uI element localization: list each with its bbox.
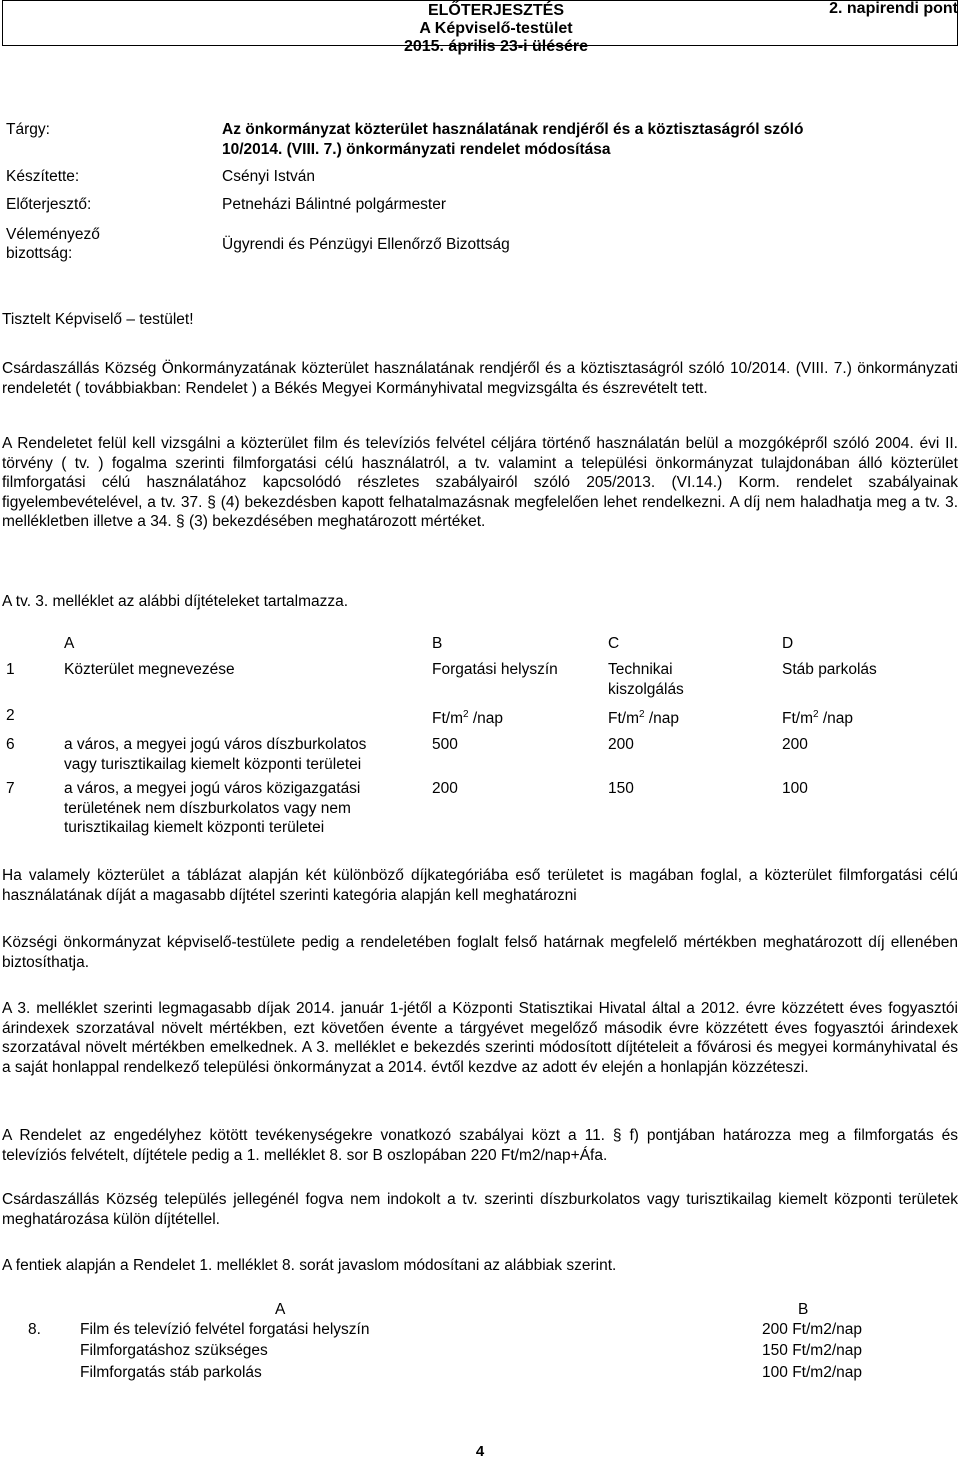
row-2-c-unit: [608, 709, 679, 729]
paragraph-5: Községi önkormányzat képviselő-testülete pedig a rendeletében foglalt felső határnak megfelelő mértékben meghatározott díj ellenében biztosíthatja.: [2, 934, 958, 971]
title-line-3: 2015. április 23-i ülésére: [403, 38, 589, 55]
subject-line-1: Az önkormányzat közterület használatának rendjéről és a köztisztaságról szóló: [222, 121, 804, 138]
unit-prefix: Ft/m: [608, 710, 639, 727]
unit-suffix: /nap: [468, 710, 504, 727]
presenter-name: Petneházi Bálintné polgármester: [222, 196, 447, 213]
row-6-a-line-1: a város, a megyei jogú város díszburkolatos: [64, 736, 367, 753]
col-a-header: A: [275, 1301, 286, 1318]
unit-exponent: 2: [639, 708, 645, 720]
page-number: 4: [475, 1443, 485, 1460]
row-1-d: Stáb parkolás: [782, 661, 877, 678]
row-6-b: 500: [432, 736, 458, 753]
title-line-1: ELŐTERJESZTÉS: [427, 2, 565, 19]
row-6-c: 200: [608, 736, 634, 753]
greeting: Tisztelt Képviselő – testület!: [2, 311, 194, 328]
paragraph-2: A Rendeletet felül kell vizsgálni a közterület film és televíziós felvétel céljára történő használatán belül a mozgóképről szóló 2004. évi II. törvény ( tv. ) fogalma szerinti filmforgatási célú használatról, a tv. valamint a települési önkormányzat tulajdonában álló közterület filmforgatási célú használatához kapcsolódó részletes szabályairól szóló 205/2013. (VI.14.) Korm. rendelet szabályainak figyelembevételével, a tv. 37. § (4) bekezdésben kapott felhatalmazásnak megfelelően lehet rendelkezni. A díj nem haladhatja meg a tv. 3. mellékletben illetve a 34. § (3) bekezdésében meghatározott mértéket.: [2, 435, 958, 530]
unit-exponent: 2: [813, 708, 819, 720]
row-7-d: 100: [782, 780, 808, 797]
row-1-c: [608, 660, 684, 699]
title-line-2: A Képviselő-testület: [419, 20, 573, 37]
row-6-a: [64, 735, 366, 774]
paragraph-8: Csárdaszállás Község település jellegénél fogva nem indokolt a tv. szerinti díszburkolatos vagy turisztikailag kiemelt központi területek meghatározása külön díjtétellel.: [2, 1191, 958, 1228]
row-3-a: Filmforgatás stáb parkolás: [80, 1364, 262, 1381]
row-7-c: 150: [608, 780, 634, 797]
paragraph-3: A tv. 3. melléklet az alábbi díjtételeket tartalmazza.: [2, 593, 349, 610]
committee-label-line-2: bizottság:: [6, 245, 73, 262]
row-1-b: Forgatási helyszín: [432, 661, 558, 678]
row-7-a: [64, 779, 360, 838]
unit-suffix: /nap: [818, 710, 854, 727]
row-7-a-line-2: területének nem díszburkolatos vagy nem: [64, 799, 351, 817]
row-7-b: 200: [432, 780, 458, 797]
unit-prefix: Ft/m: [432, 710, 463, 727]
row-3-b: 100 Ft/m2/nap: [762, 1364, 862, 1381]
row-number: 8.: [28, 1321, 41, 1338]
row-6-a-line-2: vagy turisztikailag kiemelt központi területei: [64, 755, 362, 773]
agenda-item: 2. napirendi pont: [829, 0, 958, 17]
col-c-header: C: [608, 635, 620, 652]
row-7-number: 7: [6, 780, 15, 797]
col-d-header: D: [782, 635, 794, 652]
row-1-number: 1: [6, 661, 15, 678]
col-a-header: A: [64, 635, 75, 652]
presenter-label: Előterjesztő:: [6, 196, 92, 213]
paragraph-6: A 3. melléklet szerinti legmagasabb díjak 2014. január 1-jétől a Központi Statisztikai Hivatal által a 2012. évre közzétett éves fogyasztói árindexek szorzatával növelt mértékben, ezt követően évente a tárgyévet megelőző második évre közzétett éves fogyasztói árindexek szorzatával növelt mértékben emelkednek. A 3. melléklet e bekezdés szerinti módosított díjtételeit a fővárosi és megyei kormányhivatal és a saját honlappal rendelkező települési önkormányzat a 2014. évtől kezdve az adott év elején a honlapján közzéteszi.: [2, 1000, 958, 1076]
committee-label: [6, 225, 100, 263]
paragraph-1: Csárdaszállás Község Önkormányzatának közterület használatának rendjéről és a köztisztaságról szóló 10/2014. (VIII. 7.) önkormányzati rendeletét ( továbbiakban: Rendelet ) a Békés Megyei Kormányhivatal megvizsgálta és észrevételt tett.: [2, 360, 958, 397]
row-6-number: 6: [6, 736, 15, 753]
committee-name: Ügyrendi és Pénzügyi Ellenőrző Bizottság: [222, 236, 510, 253]
row-1-c-line-1: Technikai: [608, 661, 673, 678]
col-b-header: B: [798, 1301, 809, 1318]
row-2-number: 2: [6, 707, 15, 724]
paragraph-9: A fentiek alapján a Rendelet 1. melléklet 8. sorát javaslom módosítani az alábbiak szerint.: [2, 1257, 617, 1274]
paragraph-7: A Rendelet az engedélyhez kötött tevékenységekre vonatkozó szabályai közt a 11. § f) pontjában határozza meg a filmforgatás és televíziós felvételt, díjtétele pedig a 1. melléklet 8. sor B oszlopában 220 Ft/m2/nap+Áfa.: [2, 1127, 958, 1164]
row-1-a: Film és televízió felvétel forgatási helyszín: [80, 1321, 370, 1338]
row-1-b: 200 Ft/m2/nap: [762, 1321, 862, 1338]
row-2-a: Filmforgatáshoz szükséges: [80, 1342, 268, 1359]
col-b-header: B: [432, 635, 443, 652]
row-6-d: 200: [782, 736, 808, 753]
document-title: [376, 2, 616, 56]
row-7-a-line-3: turisztikailag kiemelt központi területei: [64, 819, 325, 836]
row-2-b-unit: [432, 709, 503, 729]
unit-suffix: /nap: [644, 710, 680, 727]
subject-line-2: 10/2014. (VIII. 7.) önkormányzati rendelet módosítása: [222, 141, 611, 158]
row-2-b: 150 Ft/m2/nap: [762, 1342, 862, 1359]
subject-label: Tárgy:: [6, 121, 50, 138]
unit-exponent: 2: [463, 708, 469, 720]
row-2-d-unit: [782, 709, 853, 729]
paragraph-4: Ha valamely közterület a táblázat alapján két különböző díjkategóriába eső területet is magában foglal, a közterület filmforgatási célú használatának díját a magasabb díjtétel szerinti kategória alapján kell meghatározni: [2, 867, 958, 904]
author-name: Csényi István: [222, 168, 316, 185]
row-1-c-line-2: kiszolgálás: [608, 680, 684, 698]
row-7-a-line-1: a város, a megyei jogú város közigazgatási: [64, 780, 361, 797]
author-label: Készítette:: [6, 168, 80, 185]
unit-prefix: Ft/m: [782, 710, 813, 727]
committee-label-line-1: Véleményező: [6, 226, 100, 243]
row-1-a: Közterület megnevezése: [64, 661, 235, 678]
